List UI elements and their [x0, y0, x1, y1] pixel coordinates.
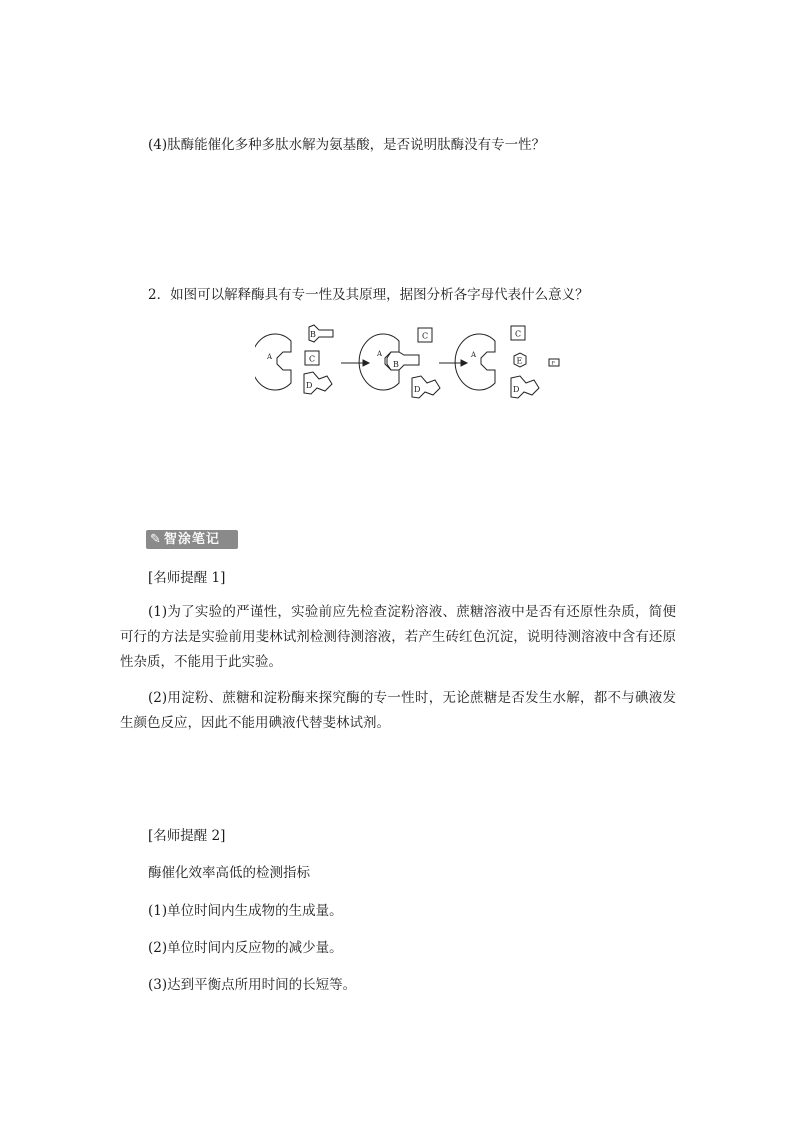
question-4: (4)肽酶能催化多种多肽水解为氨基酸，是否说明肽酶没有专一性？: [148, 137, 546, 153]
notes-badge-label: 智涂笔记: [163, 532, 220, 547]
label-e: E: [516, 356, 523, 366]
notes-badge: [146, 530, 238, 549]
stage-2: [359, 328, 440, 398]
pencil-icon: ✎: [150, 532, 162, 547]
arrow-1: [341, 360, 369, 366]
stage-3: [455, 326, 559, 398]
tip-2-item-2: (2)单位时间内反应物的减少量。: [148, 940, 343, 956]
label-d-2: D: [414, 385, 421, 394]
substrate-b-bound-shape: [387, 352, 419, 370]
tip-2-item-3: (3)达到平衡点所用时间的长短等。: [148, 977, 357, 993]
label-c-3: C: [515, 329, 522, 339]
label-d: D: [306, 381, 313, 390]
enzyme-a-shape: [255, 334, 291, 390]
label-b-2: B: [393, 360, 399, 369]
label-a-3: A: [471, 351, 477, 359]
tip-1-paragraph-1: (1)为了实验的严谨性，实验前应先检查淀粉溶液、蔗糖溶液中是否有还原性杂质，简便可行的方法是实验前用斐林试剂检测待测溶液，若产生砖红色沉淀，说明待测溶液中含有还原性杂质，不能用于此实验。: [120, 604, 676, 670]
label-a: A: [267, 353, 273, 361]
enzyme-specificity-diagram: [255, 322, 565, 400]
label-d-3: D: [513, 385, 520, 394]
tip-2-title: [名师提醒 2]: [148, 828, 226, 844]
question-2: 2．如图可以解释酶具有专一性及其原理，据图分析各字母代表什么意义？: [148, 287, 589, 303]
label-c-2: C: [422, 331, 429, 341]
tip-1-paragraph-2: (2)用淀粉、蔗糖和淀粉酶来探究酶的专一性时，无论蔗糖是否发生水解，都不与碘液发生颜色反应，因此不能用碘液代替斐林试剂。: [120, 690, 676, 731]
tip-2-heading: 酶催化效率高低的检测指标: [148, 865, 310, 881]
label-a-2: A: [377, 350, 383, 358]
label-b: B: [310, 330, 316, 339]
label-f: F: [551, 360, 555, 367]
arrow-2: [439, 360, 467, 366]
tip-2-item-1: (1)单位时间内生成物的生成量。: [148, 903, 343, 919]
tip-1-title: [名师提醒 1]: [148, 570, 226, 586]
stage-1: [255, 325, 333, 394]
label-c: C: [309, 354, 316, 364]
